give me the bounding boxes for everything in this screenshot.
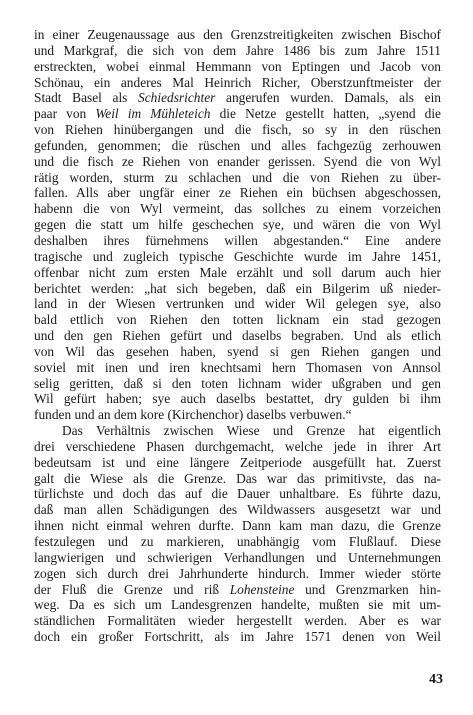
text-segment: zogen sich durch drei Jahrhunderte hindurch. Immer wieder störte	[34, 565, 441, 581]
text-line	[34, 90, 441, 106]
text-line	[34, 344, 441, 360]
text-segment: angerufen wurden. Damals, als ein	[215, 90, 441, 106]
text-line	[34, 376, 441, 392]
text-segment: funden und an dem kore (Kirchenchor) daselbs verbuwen.“	[34, 407, 352, 423]
text-segment: weg. Da es sich um Landesgrenzen handelte, mußten sie mit um-	[34, 597, 441, 613]
text-segment: bald ettlich von Riehen den totten licknam ein stad gezogen	[34, 312, 441, 328]
text-segment: land in der Wiesen vertrunken und wider Wil gelegen sye, also	[34, 296, 441, 312]
text-segment: erstreckten, wobei einmal Hemmann von Eptingen und Jacob von	[34, 58, 441, 74]
text-segment: gegen die statt um hilfe geschechen sye, und wären die von Wyl	[34, 217, 441, 233]
text-segment: und Markgraf, die sich von dem Jahre 1486 bis zum Jahre 1511	[34, 42, 441, 58]
text-line	[34, 613, 441, 629]
text-line	[34, 566, 441, 582]
text-line	[34, 201, 441, 217]
text-line	[34, 328, 441, 344]
text-line	[34, 360, 441, 376]
text-segment: daß man allen Schädigungen des Wildwassers ausgesetzt war und	[34, 502, 441, 518]
text-segment: und den gen Riehen gefürt und daselbs begraben. Und als etlich	[34, 328, 441, 344]
text-segment: ihnen nicht einmal wehren durfte. Dann kam man dazu, die Grenze	[34, 518, 441, 534]
text-line	[34, 471, 441, 487]
text-line	[34, 582, 441, 598]
text-line	[34, 185, 441, 201]
text-line	[34, 154, 441, 170]
text-segment: gefunden, genommen; die rüschen und alles fachgezüg zerhouwen	[34, 137, 441, 153]
text-segment: Stadt Basel als	[34, 90, 139, 106]
text-segment: in einer Zeugenaussage aus den Grenzstreitigkeiten zwischen Bischof	[34, 27, 441, 42]
text-segment: paar von	[34, 106, 96, 122]
text-segment: Schönau, ein anderes Mal Heinrich Richer, Oberstzunftmeister der	[34, 74, 441, 90]
text-segment: Das Verhältnis zwischen Wiese und Grenze hat eigentlich	[62, 423, 441, 439]
text-segment: von Riehen hinübergangen und die fisch, so sy in den rüschen	[34, 122, 441, 138]
text-segment: rätig worden, sturm zu schlachen und die von Riehen zu über-	[34, 169, 441, 185]
text-segment: deshalben ihres fürnehmens willen abgestanden.“ Eine andere	[34, 232, 441, 248]
text-segment: Wil gefürt haben; sye auch daselbs bestattet, dry gulden bi ihm	[34, 391, 441, 407]
book-page-text	[34, 27, 441, 645]
text-line	[34, 455, 441, 471]
text-line	[34, 597, 441, 613]
text-line	[34, 75, 441, 91]
text-segment: habenn die von Wyl vermeint, das sollches zu einem vorzeichen	[34, 201, 441, 217]
text-segment: ständlichen Formalitäten wieder hergestellt werden. Aber es war	[34, 613, 441, 629]
text-segment: der Fluß die Grenze und riß	[34, 581, 230, 597]
text-line	[34, 629, 441, 645]
text-line	[34, 122, 441, 138]
text-line	[34, 138, 441, 154]
text-segment: galt die Wiese als die Grenze. Das war das primitivste, das na-	[34, 470, 441, 486]
text-line	[34, 106, 441, 122]
text-line	[34, 439, 441, 455]
text-line	[34, 502, 441, 518]
text-line	[34, 217, 441, 233]
text-line	[34, 534, 441, 550]
text-line	[34, 391, 441, 407]
text-line	[34, 43, 441, 59]
text-segment: bedeutsam ist und eine längere Zeitperiode ausgefüllt hat. Zuerst	[34, 454, 441, 470]
text-segment: türlichste und doch das auf die Dauer unhaltbare. Es führte dazu,	[34, 486, 441, 502]
text-line	[34, 423, 441, 439]
text-segment: von Wil das gesehen haben, syend si gen Riehen gangen und	[34, 343, 441, 359]
text-line	[34, 233, 441, 249]
text-segment: und Grenzmarken hin-	[294, 581, 441, 597]
text-segment: langwierigen und schwierigen Verhandlungen und Unternehmungen	[34, 549, 441, 565]
text-line	[34, 486, 441, 502]
text-line	[34, 312, 441, 328]
text-segment: drei verschiedene Phasen durchgemacht, welche jede in ihrer Art	[34, 438, 441, 454]
text-line	[34, 27, 441, 43]
text-segment: soviel mit inen und iren knechtsami hern Thomasen von Annsol	[34, 359, 441, 375]
text-line	[34, 518, 441, 534]
italic-term: Weil im Mühleteich	[95, 106, 211, 122]
text-segment: und die fisch ze Riehen von enander gerissen. Syend die von Wyl	[34, 153, 441, 169]
text-segment: tragische und zugleich typische Geschichte wurde im Jahre 1451,	[34, 248, 441, 264]
text-line	[34, 265, 441, 281]
italic-term: Lohensteine	[229, 581, 295, 597]
text-line	[34, 407, 441, 423]
text-line	[34, 281, 441, 297]
text-line	[34, 59, 441, 75]
text-segment: selig geritten, daß si den toten lichnam wider ußgraben und gen	[34, 375, 441, 391]
text-segment: die Netze gestellt hatten, „syend die	[210, 106, 441, 122]
text-segment: fallen. Alls aber ungfär einer ze Riehen ein büchsen abgeschossen,	[34, 185, 441, 201]
page-number: 43	[429, 672, 443, 687]
text-line	[34, 249, 441, 265]
text-line	[34, 296, 441, 312]
text-segment: offenbar nicht zum ersten Male erzählt und soll darum auch hier	[34, 264, 441, 280]
text-segment: doch ein großer Fortschritt, als im Jahre 1571 denen von Weil	[34, 629, 441, 645]
text-segment: berichtet werden: „hat sich begeben, daß ein Bilgerim uß nieder-	[34, 280, 441, 296]
text-segment: festzulegen und zu markieren, unabhängig vom Flußlauf. Diese	[34, 534, 441, 549]
text-line	[34, 170, 441, 186]
text-line	[34, 550, 441, 566]
italic-term: Schiedsrichter	[138, 90, 216, 106]
